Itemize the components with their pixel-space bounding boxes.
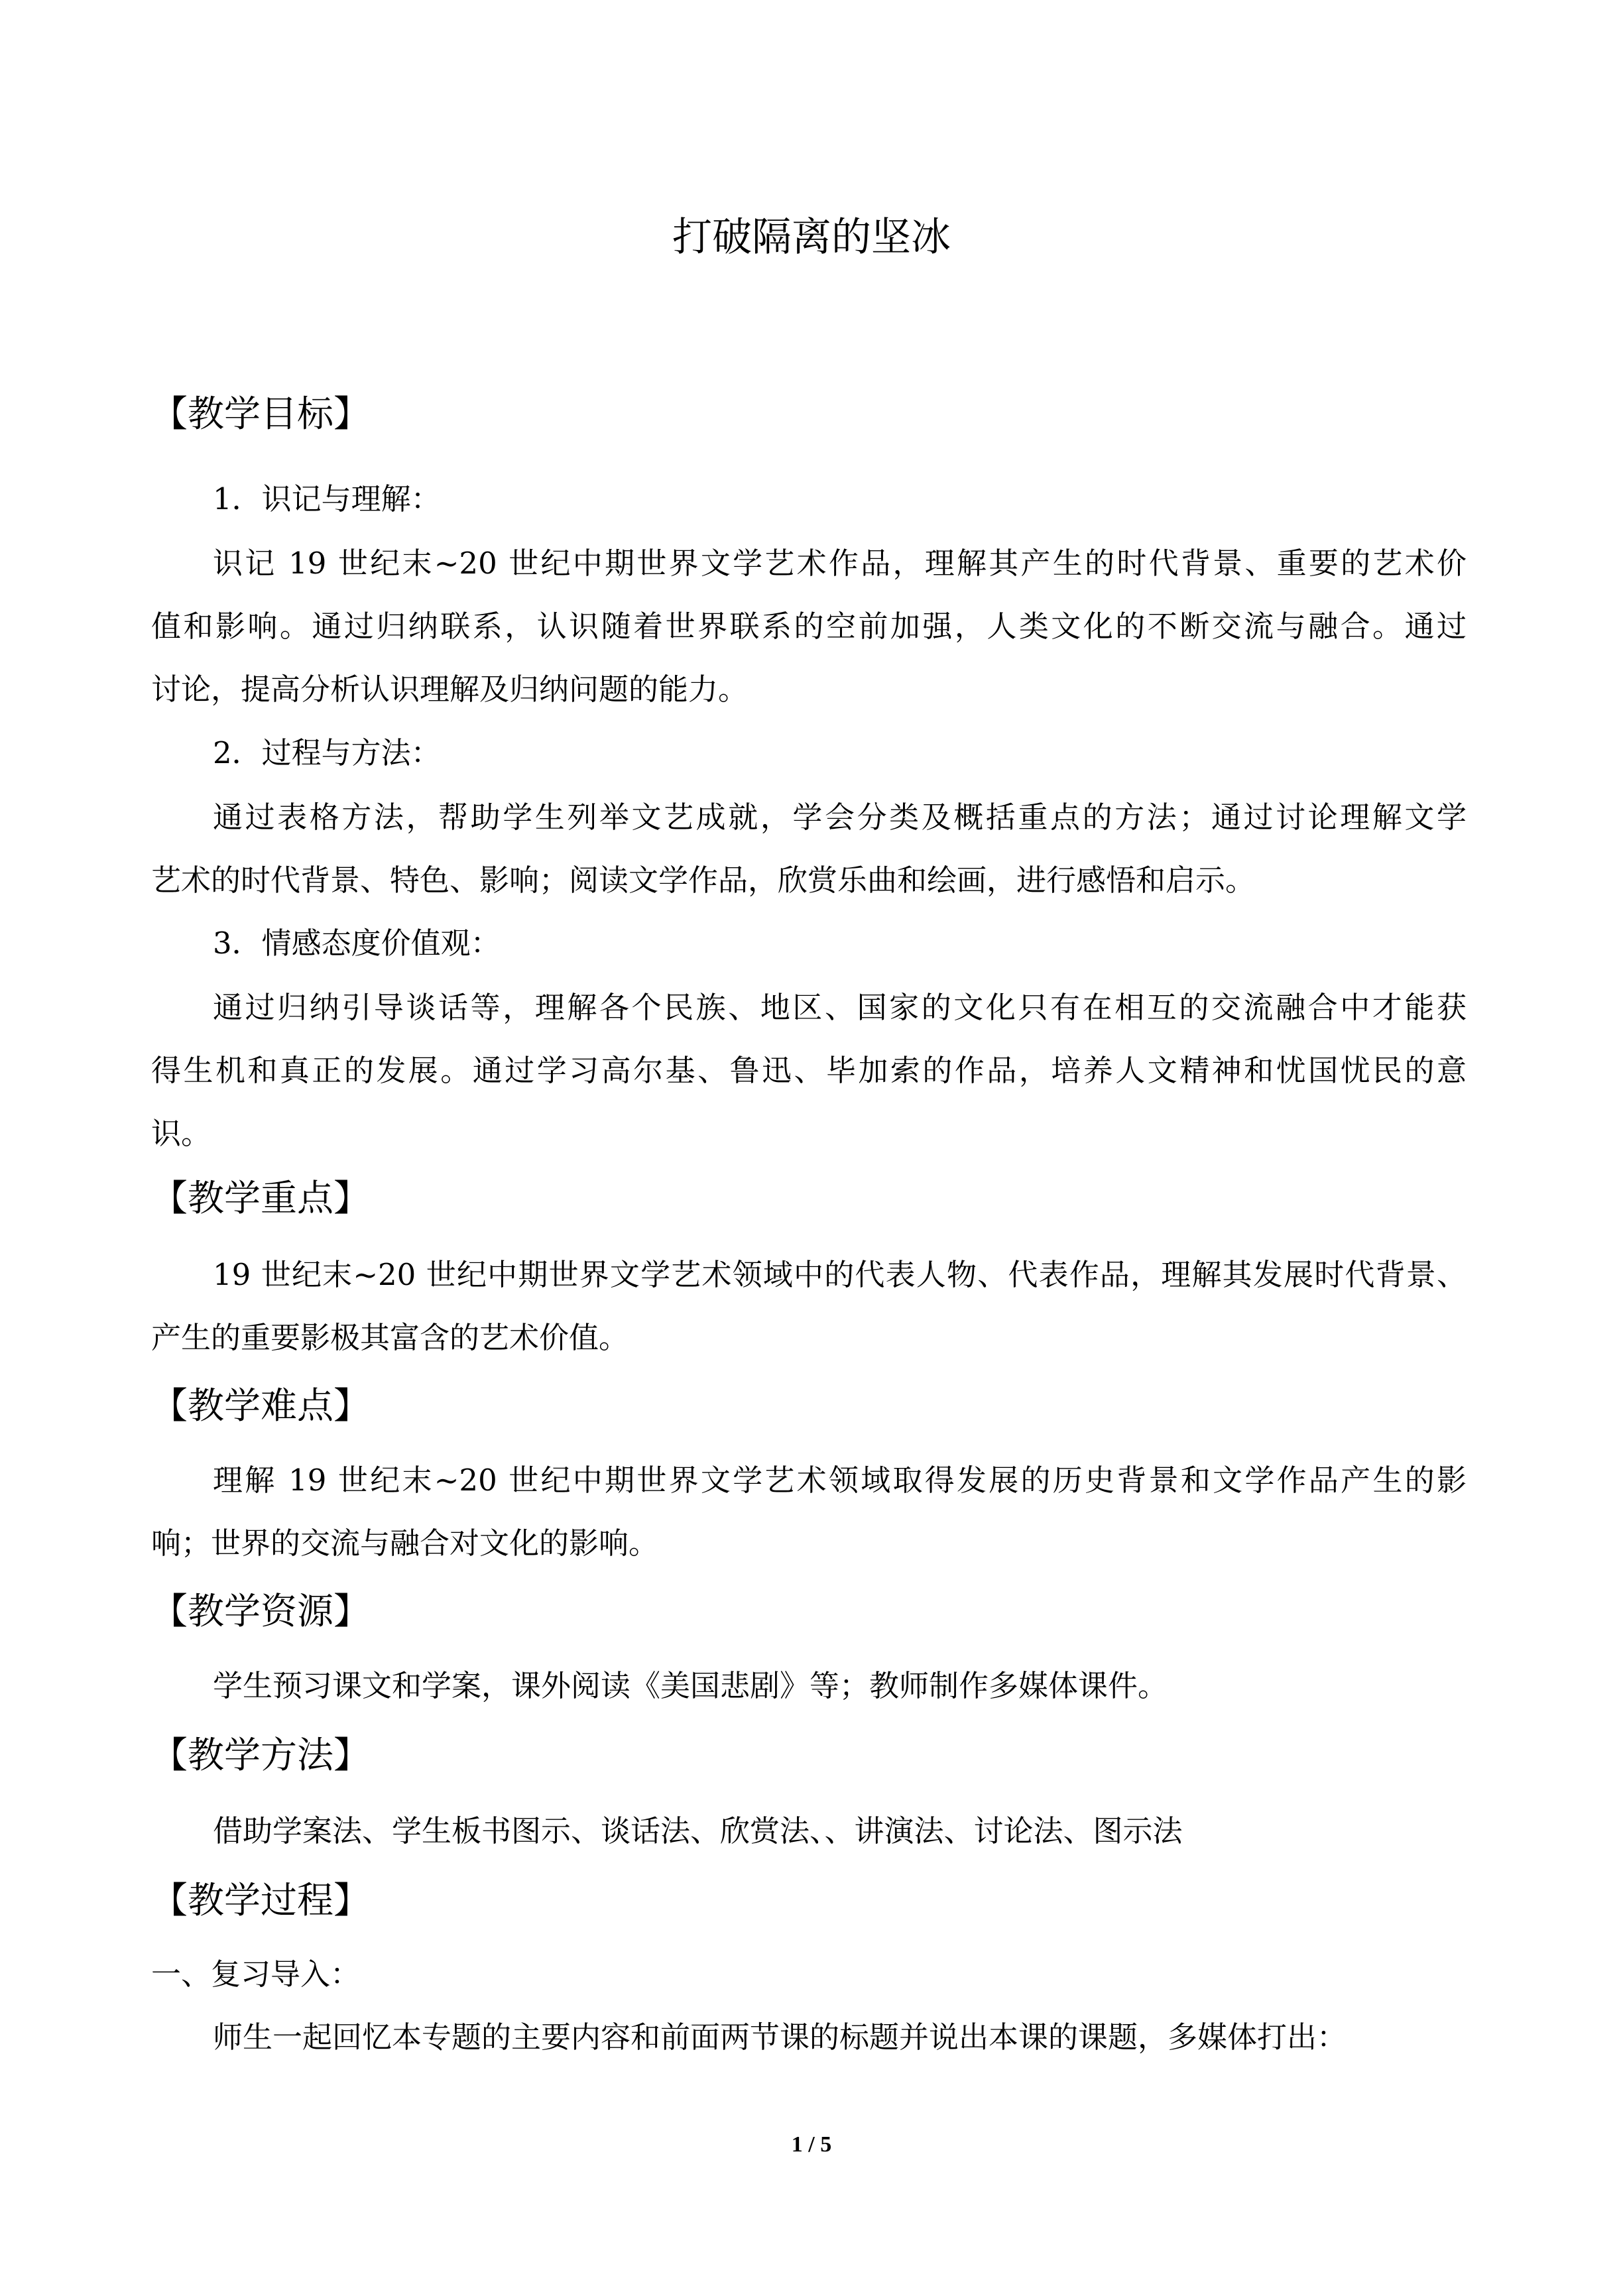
key-points-line: 产生的重要影极其富含的艺术价值。 [151,1320,629,1355]
goals-item3-label: 3．情感态度价值观： [213,926,501,961]
difficulties-line: 理解 19 世纪末~20 世纪中期世界文学艺术领域取得发展的历史背景和文学作品产生的影 [213,1463,1467,1498]
goals-item1-line: 识记 19 世纪末~20 世纪中期世界文学艺术作品，理解其产生的时代背景、重要的艺术价 [213,546,1467,581]
document-title: 打破隔离的坚冰 [672,214,951,261]
goals-item1-line: 讨论，提高分析认识理解及归纳问题的能力。 [151,672,749,707]
key-points-line: 19 世纪末~20 世纪中期世界文学艺术领域中的代表人物、代表作品，理解其发展时代背景、 [213,1257,1467,1292]
section-heading-difficulties: 【教学难点】 [151,1384,371,1427]
section-heading-process: 【教学过程】 [151,1879,371,1921]
goals-item2-line: 通过表格方法，帮助学生列举文艺成就，学会分类及概括重点的方法；通过讨论理解文学 [213,800,1467,835]
methods-line: 借助学案法、学生板书图示、谈话法、欣赏法、、讲演法、讨论法、图示法 [213,1813,1183,1848]
goals-item1-label: 1．识记与理解： [213,481,441,516]
section-heading-key-points: 【教学重点】 [151,1177,371,1219]
goals-item3-line: 得生机和真正的发展。通过学习高尔基、鲁迅、毕加索的作品，培养人文精神和忧国忧民的意 [151,1053,1467,1088]
goals-item2-label: 2．过程与方法： [213,735,441,770]
page-number: 1 / 5 [791,2132,832,2157]
process-sub1-label: 一、复习导入： [151,1957,361,1992]
section-heading-methods: 【教学方法】 [151,1734,371,1776]
process-sub1-line: 师生一起回忆本专题的主要内容和前面两节课的标题并说出本课的课题，多媒体打出： [213,2020,1347,2055]
difficulties-line: 响；世界的交流与融合对文化的影响。 [151,1526,659,1561]
section-heading-resources: 【教学资源】 [151,1590,371,1632]
section-heading-goals: 【教学目标】 [151,393,371,435]
goals-item2-line: 艺术的时代背景、特色、影响；阅读文学作品，欣赏乐曲和绘画，进行感悟和启示。 [151,863,1256,898]
goals-item3-line: 识。 [151,1116,211,1151]
resources-line: 学生预习课文和学案，课外阅读《美国悲剧》等；教师制作多媒体课件。 [213,1668,1168,1703]
goals-item3-line: 通过归纳引导谈话等，理解各个民族、地区、国家的文化只有在相互的交流融合中才能获 [213,990,1467,1025]
goals-item1-line: 值和影响。通过归纳联系，认识随着世界联系的空前加强，人类文化的不断交流与融合。通过 [151,609,1467,644]
